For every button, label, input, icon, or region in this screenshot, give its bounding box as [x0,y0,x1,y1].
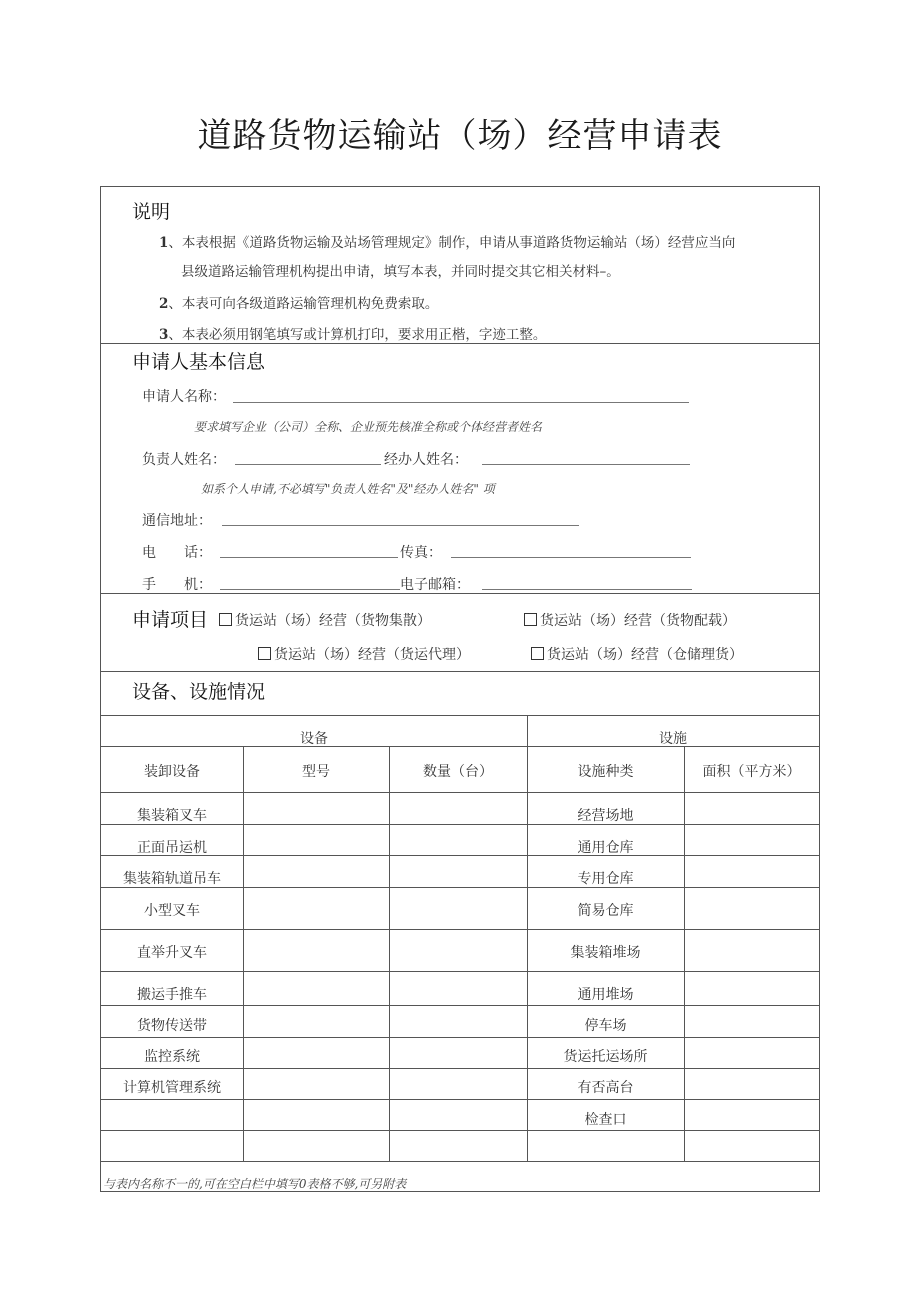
instructions-heading: 说明 [132,201,171,223]
leader-name-label: 负责人姓名： [142,452,226,468]
applicant-heading: 申请人基本信息 [132,351,266,373]
instruction-item-2-number: 2 [159,296,169,312]
equipment-row-label: 监控系统 [144,1049,200,1065]
person-hint: 如系个人申请,不必填写"负责人姓名"及"经办人姓名" 项 [201,482,495,496]
applicant-name-hint: 要求填写企业（公司）全称、企业预先核准全称或个体经营者姓名 [194,420,543,434]
project-heading: 申请项目 [132,609,209,631]
table-row-border [101,792,819,793]
equipment-row-label: 集装箱轨道吊车 [123,871,221,887]
column-header-equipment: 装卸设备 [144,764,200,780]
table-row-border [101,1068,819,1069]
table-bottom-border [101,1161,819,1162]
checkbox-icon[interactable] [531,647,544,660]
project-option-3-label: 货运站（场）经营（货运代理） [274,647,470,663]
fax-label: 传真： [400,545,442,561]
agent-name-label: 经办人姓名： [384,452,468,468]
table-row-border [101,971,819,972]
column-header-quantity: 数量（台） [423,764,493,780]
project-option-1-label: 货运站（场）经营（货物集散） [235,613,431,629]
project-option-4-label: 货运站（场）经营（仓储理货） [547,647,743,663]
checkbox-icon[interactable] [258,647,271,660]
column-header-area: 面积（平方米） [702,764,801,780]
equipment-heading: 设备、设施情况 [132,681,266,703]
facility-row-label: 货运托运场所 [563,1049,648,1065]
facility-row-label: 通用仓库 [577,840,634,856]
application-form [100,186,820,1192]
section-divider [101,671,819,672]
table-row-border [101,746,819,747]
equipment-row-label: 计算机管理系统 [123,1080,221,1096]
equipment-row-label: 货物传送带 [137,1018,207,1034]
facility-row-label: 集装箱堆场 [570,945,641,961]
table-top-border [101,715,819,716]
instruction-item-1-continued: 县级道路运输管理机构提出申请，填写本表，并同时提交其它相关材料–。 [181,264,620,280]
applicant-name-input[interactable] [233,402,689,403]
table-row-border [101,929,819,930]
facility-row-label: 停车场 [584,1018,627,1034]
address-input[interactable] [222,525,579,526]
section-divider [101,343,819,344]
column-header-facility-type: 设施种类 [577,764,634,780]
facility-row-label: 有否高台 [577,1080,634,1096]
applicant-name-label: 申请人名称： [142,389,226,405]
equipment-row-label: 直举升叉车 [137,945,207,961]
leader-name-input[interactable] [235,464,381,465]
email-label: 电子邮箱： [400,577,470,593]
facility-row-label: 专用仓库 [577,871,634,887]
facility-group-header: 设施 [659,731,687,747]
instruction-item-3-text: 、本表必须用钢笔填写或计算机打印，要求用正楷，字迹工整。 [168,327,547,343]
instruction-item-2 [159,292,438,312]
equipment-group-header: 设备 [300,731,328,747]
facility-row-label: 通用堆场 [577,987,634,1003]
mobile-input[interactable] [220,589,400,590]
project-option-2[interactable] [524,610,736,630]
project-option-4[interactable] [531,644,743,664]
instruction-item-3-number: 3 [159,327,169,343]
instruction-item-1 [159,231,735,251]
table-row-border [101,1037,819,1038]
email-input[interactable] [482,589,692,590]
checkbox-icon[interactable] [524,613,537,626]
equipment-row-label: 搬运手推车 [137,987,207,1003]
table-footer-note: 与表内名称不一的,可在空白栏中填写0表格不够,可另附表 [103,1177,407,1191]
table-row-border [101,1005,819,1006]
table-row-border [101,1099,819,1100]
phone-input[interactable] [220,557,398,558]
checkbox-icon[interactable] [219,613,232,626]
equipment-row-label: 正面吊运机 [137,840,207,856]
address-label: 通信地址： [142,513,212,529]
fax-input[interactable] [451,557,691,558]
equipment-row-label: 小型叉车 [144,903,200,919]
mobile-label: 手 机： [142,577,212,593]
instruction-item-1-number: 1 [159,235,169,251]
project-option-2-label: 货运站（场）经营（货物配载） [540,613,736,629]
project-option-1[interactable] [219,610,431,630]
facility-row-label: 简易仓库 [577,903,634,919]
facility-row-label: 检查口 [584,1112,627,1128]
instruction-item-3 [159,323,546,343]
agent-name-input[interactable] [482,464,690,465]
project-option-3[interactable] [258,644,470,664]
instruction-item-2-text: 、本表可向各级道路运输管理机构免费索取。 [168,296,439,312]
facility-row-label: 经营场地 [577,808,634,824]
column-header-model: 型号 [302,764,330,780]
phone-label: 电 话： [142,545,212,561]
equipment-row-label: 集装箱叉车 [137,808,207,824]
instruction-item-1-text: 、本表根据《道路货物运输及站场管理规定》制作，申请从事道路货物运输站（场）经营应当向 [168,235,736,251]
table-row-border [101,1130,819,1131]
section-divider [101,593,819,594]
page-title: 道路货物运输站（场）经营申请表 [197,116,723,156]
